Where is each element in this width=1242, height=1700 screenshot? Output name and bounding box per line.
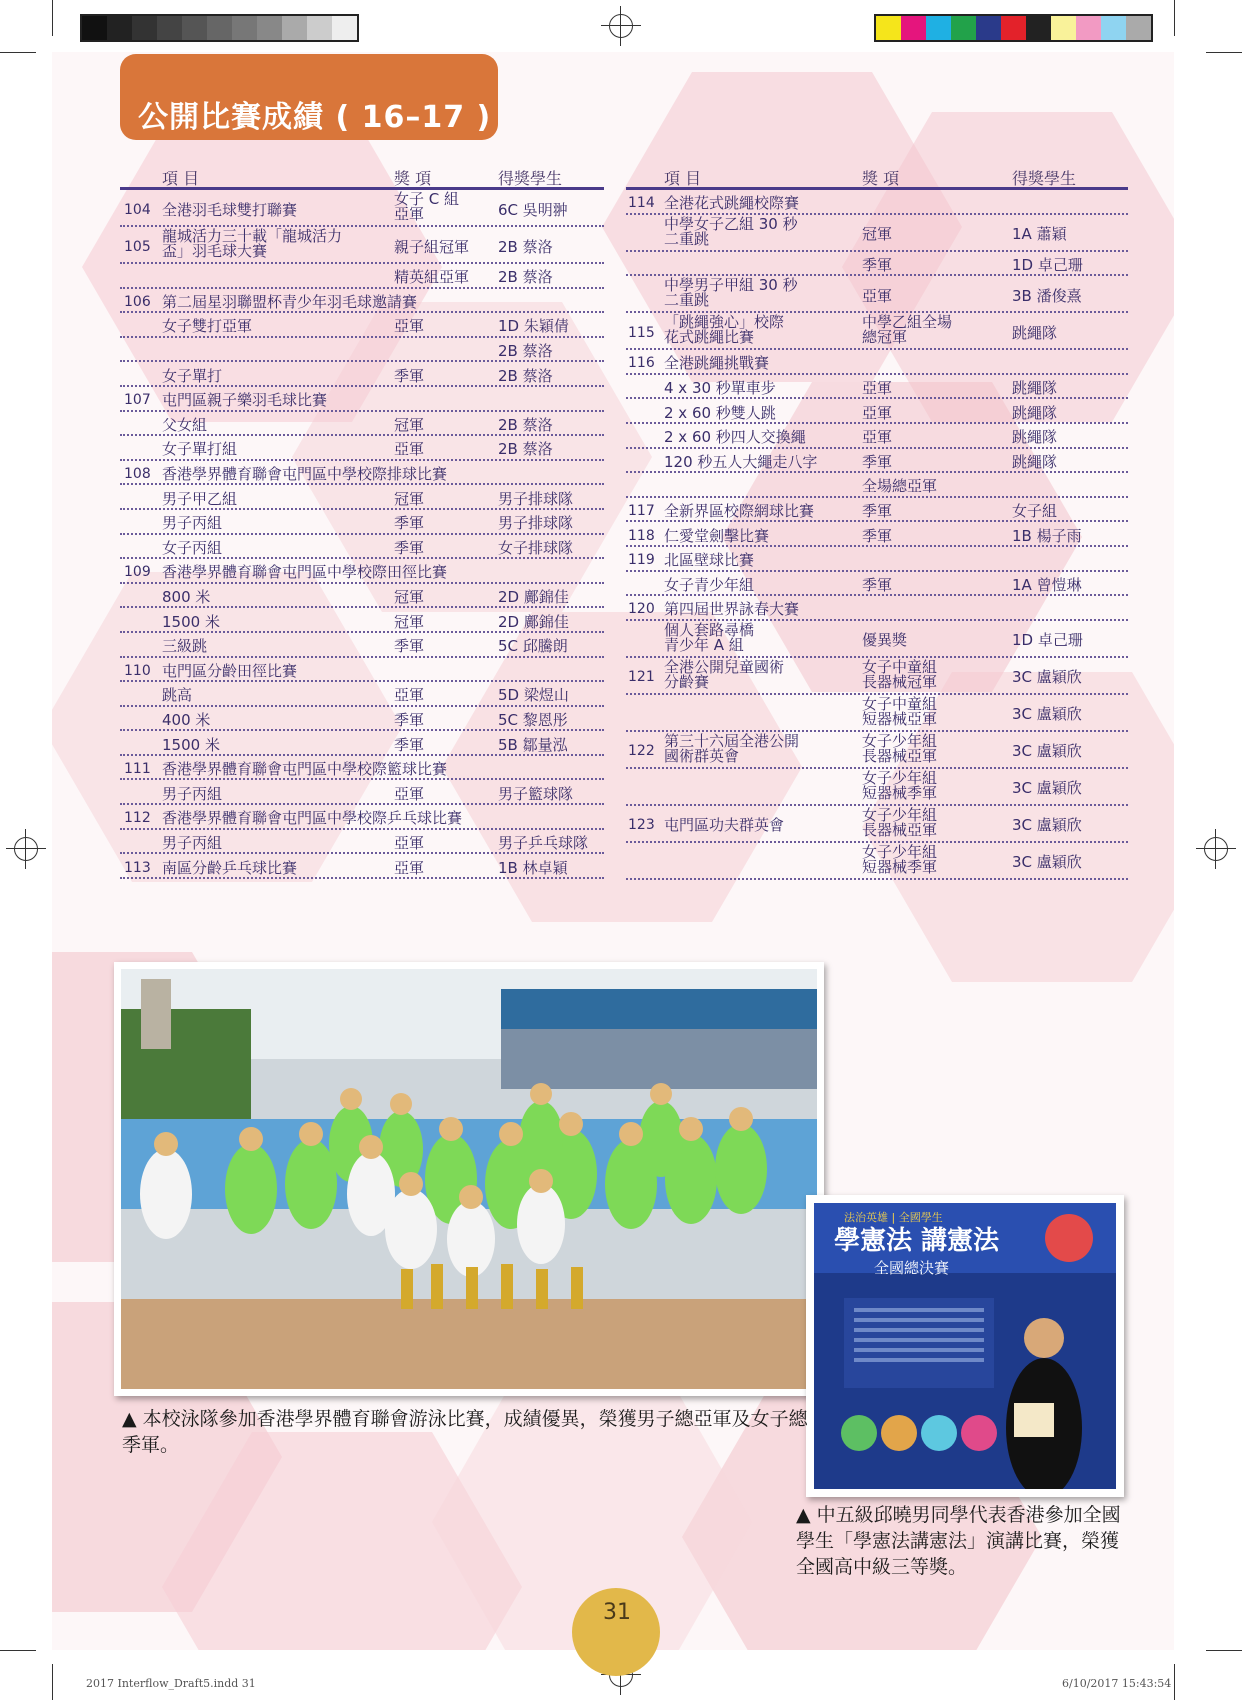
poster-banner: 法治英雄 | 全國學生 bbox=[844, 1211, 943, 1224]
row-student: 3C 盧穎欣 bbox=[1012, 742, 1082, 761]
header-item: 項 目 bbox=[162, 169, 200, 188]
row-number: 122 bbox=[628, 743, 655, 760]
row-number: 119 bbox=[628, 552, 655, 569]
row-award: 季軍 bbox=[394, 710, 425, 729]
header-student: 得獎學生 bbox=[1012, 169, 1077, 188]
table-row bbox=[120, 633, 604, 658]
table-row bbox=[626, 522, 1128, 547]
row-item: 400 米 bbox=[162, 710, 211, 729]
table-row bbox=[626, 843, 1128, 880]
speech-caption: ▲ 中五級邱曉男同學代表香港參加全國學生「學憲法講憲法」演講比賽，榮獲全國高中級三等獎。 bbox=[796, 1504, 1121, 1578]
table-row bbox=[120, 608, 604, 633]
row-award: 精英組亞軍 bbox=[394, 268, 470, 287]
table-row bbox=[626, 276, 1128, 313]
row-number: 110 bbox=[124, 662, 151, 679]
row-student: 1B 林卓穎 bbox=[498, 858, 568, 877]
row-item: 「跳繩強心」校際 花式跳繩比賽 bbox=[664, 313, 785, 347]
speech-contest-photo-image bbox=[814, 1203, 1116, 1489]
row-student: 2D 鄺錦佳 bbox=[498, 612, 569, 631]
row-award: 女子中童組 長器械冠軍 bbox=[862, 657, 938, 691]
row-award: 季軍 bbox=[394, 735, 425, 754]
table-row bbox=[120, 854, 604, 879]
row-award: 中學乙組全場 總冠軍 bbox=[862, 313, 953, 347]
row-student: 3C 盧穎欣 bbox=[1012, 853, 1082, 872]
crop-mark bbox=[1206, 52, 1242, 53]
table-row bbox=[626, 350, 1128, 375]
row-award: 女子少年組 短器械季軍 bbox=[862, 768, 938, 802]
row-award: 亞軍 bbox=[862, 286, 893, 305]
registration-mark-top bbox=[601, 6, 641, 46]
row-number: 116 bbox=[628, 355, 655, 372]
awards-table-left bbox=[120, 164, 604, 879]
table-row bbox=[120, 682, 604, 707]
row-item: 女子單打 bbox=[162, 366, 223, 385]
row-item: 男子丙組 bbox=[162, 514, 223, 533]
row-award: 季軍 bbox=[862, 575, 893, 594]
page-number: 31 bbox=[603, 1600, 631, 1625]
row-award: 季軍 bbox=[394, 637, 425, 656]
row-student: 男子籃球隊 bbox=[498, 784, 574, 803]
row-student: 3C 盧穎欣 bbox=[1012, 705, 1082, 724]
row-student: 1B 楊子雨 bbox=[1012, 526, 1082, 545]
header-item: 項 目 bbox=[664, 169, 702, 188]
row-student: 女子排球隊 bbox=[498, 538, 574, 557]
crop-mark bbox=[1206, 1650, 1242, 1651]
row-item: 全港跳繩挑戰賽 bbox=[664, 354, 770, 373]
row-item: 全港花式跳繩校際賽 bbox=[664, 194, 800, 213]
row-number: 112 bbox=[124, 810, 151, 827]
crop-mark bbox=[1174, 0, 1175, 36]
row-award: 亞軍 bbox=[394, 317, 425, 336]
table-row bbox=[120, 362, 604, 387]
row-item: 第二屆星羽聯盟杯青少年羽毛球邀請賽 bbox=[162, 292, 418, 311]
table-row bbox=[120, 461, 604, 486]
table-header bbox=[626, 164, 1128, 190]
row-award: 亞軍 bbox=[394, 858, 425, 877]
row-number: 121 bbox=[628, 669, 655, 686]
poster-headline: 學憲法 講憲法 bbox=[834, 1226, 1000, 1256]
table-row bbox=[120, 559, 604, 584]
row-item: 120 秒五人大繩走八字 bbox=[664, 452, 818, 471]
row-number: 106 bbox=[124, 293, 151, 310]
row-award: 冠軍 bbox=[394, 612, 425, 631]
table-row bbox=[626, 424, 1128, 449]
row-award: 季軍 bbox=[394, 366, 425, 385]
table-row bbox=[626, 596, 1128, 621]
row-item: 中學女子乙組 30 秒 二重跳 bbox=[664, 214, 798, 248]
row-award: 季軍 bbox=[862, 452, 893, 471]
row-number: 118 bbox=[628, 527, 655, 544]
row-item: 仁愛堂劍擊比賽 bbox=[664, 526, 770, 545]
row-award: 女子少年組 短器械季軍 bbox=[862, 842, 938, 876]
table-row bbox=[626, 313, 1128, 350]
row-item: 2 x 60 秒四人交換繩 bbox=[664, 428, 806, 447]
row-item: 1500 米 bbox=[162, 612, 220, 631]
row-award: 冠軍 bbox=[394, 489, 425, 508]
header-student: 得獎學生 bbox=[498, 169, 563, 188]
registration-mark-left bbox=[6, 829, 46, 869]
row-student: 5D 梁煜山 bbox=[498, 686, 569, 705]
poster-subheadline: 全國總決賽 bbox=[874, 1259, 950, 1277]
row-award: 亞軍 bbox=[394, 833, 425, 852]
row-award: 女子 C 組 亞軍 bbox=[394, 190, 460, 223]
row-award: 冠軍 bbox=[862, 225, 893, 244]
table-row bbox=[120, 436, 604, 461]
swim-team-photo bbox=[114, 962, 824, 1396]
row-item: 香港學界體育聯會屯門區中學校際田徑比賽 bbox=[162, 563, 448, 582]
swim-team-caption: ▲ 本校泳隊參加香港學界體育聯會游泳比賽，成績優異，榮獲男子總亞軍及女子總季軍。 bbox=[122, 1408, 808, 1456]
row-item: 男子丙組 bbox=[162, 833, 223, 852]
crop-mark bbox=[0, 1650, 36, 1651]
table-row bbox=[120, 510, 604, 535]
table-row bbox=[626, 572, 1128, 597]
crop-mark bbox=[0, 52, 36, 53]
row-item: 三級跳 bbox=[162, 637, 208, 656]
row-student: 1A 曾愷琳 bbox=[1012, 575, 1082, 594]
table-row bbox=[626, 806, 1128, 843]
row-item: 屯門區功夫群英會 bbox=[664, 816, 785, 835]
row-item: 全港羽毛球雙打聯賽 bbox=[162, 200, 298, 219]
row-number: 115 bbox=[628, 324, 655, 341]
row-award: 女子少年組 長器械亞軍 bbox=[862, 805, 938, 839]
table-row bbox=[626, 215, 1128, 252]
row-item: 男子甲乙組 bbox=[162, 489, 238, 508]
row-student: 1D 卓己珊 bbox=[1012, 255, 1083, 274]
row-item: 第四屆世界詠春大賽 bbox=[664, 600, 800, 619]
row-student: 1D 朱穎倩 bbox=[498, 317, 569, 336]
table-row bbox=[120, 584, 604, 609]
row-award: 亞軍 bbox=[862, 403, 893, 422]
row-number: 111 bbox=[124, 761, 151, 778]
row-student: 5C 邱騰朗 bbox=[498, 637, 568, 656]
table-row bbox=[120, 535, 604, 560]
row-award: 季軍 bbox=[862, 255, 893, 274]
table-row bbox=[120, 780, 604, 805]
row-item: 男子丙組 bbox=[162, 784, 223, 803]
table-row bbox=[120, 756, 604, 781]
table-row bbox=[120, 805, 604, 830]
row-student: 跳繩隊 bbox=[1012, 323, 1058, 342]
table-header bbox=[120, 164, 604, 190]
table-row bbox=[626, 190, 1128, 215]
row-item: 南區分齡乒乓球比賽 bbox=[162, 858, 298, 877]
table-row bbox=[120, 289, 604, 314]
row-number: 104 bbox=[124, 201, 151, 218]
row-student: 跳繩隊 bbox=[1012, 452, 1058, 471]
row-award: 女子少年組 長器械亞軍 bbox=[862, 731, 938, 765]
row-item: 1500 米 bbox=[162, 735, 220, 754]
row-award: 亞軍 bbox=[862, 428, 893, 447]
header-award: 獎 項 bbox=[394, 169, 432, 188]
awards-table-right bbox=[626, 164, 1128, 880]
row-award: 季軍 bbox=[394, 538, 425, 557]
row-award: 冠軍 bbox=[394, 415, 425, 434]
row-item: 女子雙打亞軍 bbox=[162, 317, 253, 336]
row-student: 2B 蔡洛 bbox=[498, 366, 553, 385]
row-student: 3C 盧穎欣 bbox=[1012, 779, 1082, 798]
row-student: 2D 鄺錦佳 bbox=[498, 588, 569, 607]
table-row bbox=[120, 227, 604, 264]
row-award: 亞軍 bbox=[862, 379, 893, 398]
row-number: 117 bbox=[628, 503, 655, 520]
row-student: 3C 盧穎欣 bbox=[1012, 668, 1082, 687]
row-award: 季軍 bbox=[862, 526, 893, 545]
table-row bbox=[626, 695, 1128, 732]
row-item: 北區壁球比賽 bbox=[664, 551, 755, 570]
row-award: 亞軍 bbox=[394, 686, 425, 705]
grayscale-bar bbox=[80, 14, 359, 42]
row-award: 季軍 bbox=[862, 502, 893, 521]
row-student: 男子排球隊 bbox=[498, 489, 574, 508]
row-award: 冠軍 bbox=[394, 588, 425, 607]
print-slug-file: 2017 Interflow_Draft5.indd 31 bbox=[86, 1677, 256, 1690]
table-row bbox=[120, 731, 604, 756]
table-row bbox=[120, 830, 604, 855]
row-student: 6C 吳明翀 bbox=[498, 200, 568, 219]
row-award: 亞軍 bbox=[394, 440, 425, 459]
table-row bbox=[120, 658, 604, 683]
row-student: 女子組 bbox=[1012, 502, 1058, 521]
row-student: 跳繩隊 bbox=[1012, 403, 1058, 422]
table-row bbox=[120, 387, 604, 412]
row-number: 120 bbox=[628, 601, 655, 618]
speech-contest-photo bbox=[806, 1195, 1124, 1497]
row-item: 4 x 30 秒單車步 bbox=[664, 379, 776, 398]
row-number: 113 bbox=[124, 859, 151, 876]
row-award: 全場總亞軍 bbox=[862, 477, 938, 496]
row-number: 114 bbox=[628, 195, 655, 212]
table-row bbox=[120, 485, 604, 510]
row-student: 5C 黎恩彤 bbox=[498, 710, 568, 729]
row-number: 105 bbox=[124, 238, 151, 255]
table-row bbox=[626, 473, 1128, 498]
row-student: 3B 潘俊熹 bbox=[1012, 286, 1082, 305]
color-bar bbox=[874, 14, 1153, 42]
table-row bbox=[120, 313, 604, 338]
page-title: 公開比賽成績 ( 16–17 ) bbox=[138, 100, 492, 135]
row-item: 全新界區校際網球比賽 bbox=[664, 502, 815, 521]
row-award: 季軍 bbox=[394, 514, 425, 533]
row-student: 2B 蔡洛 bbox=[498, 415, 553, 434]
row-number: 107 bbox=[124, 392, 151, 409]
table-row bbox=[626, 621, 1128, 658]
row-item: 個人套路尋橋 青少年 A 組 bbox=[664, 620, 755, 654]
row-number: 108 bbox=[124, 466, 151, 483]
row-student: 3C 盧穎欣 bbox=[1012, 816, 1082, 835]
row-student: 2B 蔡洛 bbox=[498, 342, 553, 361]
row-item: 跳高 bbox=[162, 686, 193, 705]
row-student: 2B 蔡洛 bbox=[498, 440, 553, 459]
table-row bbox=[626, 658, 1128, 695]
row-student: 1D 卓己珊 bbox=[1012, 631, 1083, 650]
row-student: 2B 蔡洛 bbox=[498, 237, 553, 256]
row-item: 龍城活力三十載「龍城活力 盃」羽毛球大賽 bbox=[162, 227, 343, 260]
crop-mark bbox=[1174, 1664, 1175, 1700]
table-row bbox=[120, 338, 604, 363]
row-student: 跳繩隊 bbox=[1012, 428, 1058, 447]
row-item: 父女組 bbox=[162, 415, 208, 434]
table-row bbox=[626, 769, 1128, 806]
header-award: 獎 項 bbox=[862, 169, 900, 188]
row-student: 5B 鄒量泓 bbox=[498, 735, 568, 754]
table-row bbox=[120, 707, 604, 732]
row-item: 第三十六屆全港公開 國術群英會 bbox=[664, 731, 800, 765]
row-item: 香港學界體育聯會屯門區中學校際籃球比賽 bbox=[162, 760, 448, 779]
table-row bbox=[120, 264, 604, 289]
registration-mark-right bbox=[1196, 829, 1236, 869]
row-award: 優異獎 bbox=[862, 631, 908, 650]
row-item: 女子青少年組 bbox=[664, 575, 755, 594]
crop-mark bbox=[52, 0, 53, 36]
crop-mark bbox=[52, 1664, 53, 1700]
swim-team-photo-image bbox=[121, 969, 817, 1389]
table-row bbox=[120, 412, 604, 437]
table-row bbox=[626, 498, 1128, 523]
row-item: 屯門區分齡田徑比賽 bbox=[162, 661, 298, 680]
row-number: 123 bbox=[628, 817, 655, 834]
table-row bbox=[626, 732, 1128, 769]
row-student: 男子排球隊 bbox=[498, 514, 574, 533]
row-item: 香港學界體育聯會屯門區中學校際排球比賽 bbox=[162, 465, 448, 484]
row-student: 跳繩隊 bbox=[1012, 379, 1058, 398]
row-item: 女子單打組 bbox=[162, 440, 238, 459]
row-number: 109 bbox=[124, 564, 151, 581]
table-row bbox=[626, 547, 1128, 572]
row-item: 2 x 60 秒雙人跳 bbox=[664, 403, 776, 422]
row-item: 香港學界體育聯會屯門區中學校際乒乓球比賽 bbox=[162, 809, 463, 828]
row-item: 800 米 bbox=[162, 588, 211, 607]
row-award: 亞軍 bbox=[394, 784, 425, 803]
row-student: 1A 蕭穎 bbox=[1012, 225, 1067, 244]
row-award: 女子中童組 短器械亞軍 bbox=[862, 694, 938, 728]
row-student: 2B 蔡洛 bbox=[498, 268, 553, 287]
table-row bbox=[626, 399, 1128, 424]
table-row bbox=[626, 252, 1128, 277]
print-slug-timestamp: 6/10/2017 15:43:54 bbox=[1062, 1677, 1172, 1690]
table-row bbox=[120, 190, 604, 227]
row-item: 全港公開兒童國術 分齡賽 bbox=[664, 657, 785, 691]
table-row bbox=[626, 449, 1128, 474]
row-student: 男子乒乓球隊 bbox=[498, 833, 589, 852]
row-item: 女子丙組 bbox=[162, 538, 223, 557]
table-row bbox=[626, 375, 1128, 400]
row-award: 親子組冠軍 bbox=[394, 237, 470, 256]
row-item: 中學男子甲組 30 秒 二重跳 bbox=[664, 276, 798, 310]
row-item: 屯門區親子樂羽毛球比賽 bbox=[162, 391, 328, 410]
